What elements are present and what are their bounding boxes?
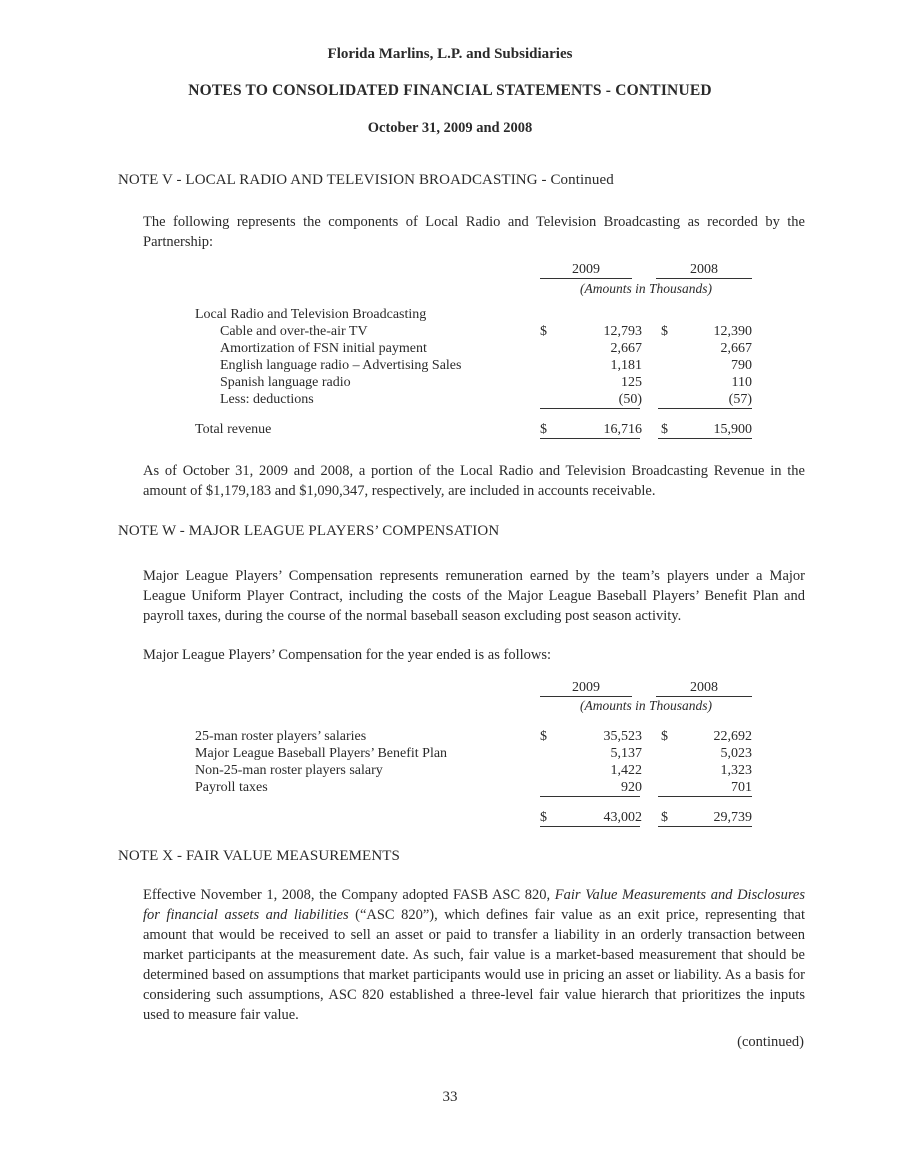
row-label: Cable and over-the-air TV: [220, 324, 368, 339]
note-w-description: Major League Players’ Compensation represents remuneration earned by the team’s players under a Major League Uniform Player Contract, including the costs of the Major League Baseball Players’ Benefit Plan and payroll taxes, during the course of the normal baseball season excluding post season activity.: [143, 568, 805, 624]
note-w-title: NOTE W - MAJOR LEAGUE PLAYERS’ COMPENSATION: [118, 523, 500, 539]
note-v-amounts-label: (Amounts in Thousands): [579, 281, 712, 296]
subtotal-rule: [658, 408, 752, 409]
dollar-sign: $: [661, 324, 668, 339]
value-2008: 1,323: [720, 763, 752, 778]
total-row: [0, 809, 900, 826]
subtotal-rule: [658, 796, 752, 797]
total-row: [0, 421, 900, 438]
table-row: [0, 762, 900, 779]
dollar-sign: $: [540, 324, 547, 339]
row-label: Non-25-man roster players salary: [195, 763, 383, 778]
value-2009: 1,422: [610, 763, 642, 778]
table-row: [0, 728, 900, 745]
note-x-standard-title: Fair Value Measurements and Disclosures for financial assets and liabilities: [143, 887, 805, 923]
dollar-sign: $: [661, 729, 668, 744]
value-2009: 2,667: [610, 341, 642, 356]
note-v-section-row: [0, 306, 900, 323]
row-label: 25-man roster players’ salaries: [195, 729, 367, 744]
dollar-sign: $: [540, 810, 547, 825]
value-2008: 22,692: [713, 729, 752, 744]
value-2008: 701: [731, 780, 752, 795]
dollar-sign: $: [661, 810, 668, 825]
row-label: Major League Baseball Players’ Benefit Plan: [195, 746, 448, 761]
note-w-col-2009: 2009: [540, 680, 632, 697]
note-x-paragraph: [143, 885, 805, 1025]
table-row: [0, 745, 900, 762]
note-w-col-2008: 2008: [656, 680, 752, 697]
table-row: [0, 340, 900, 357]
value-2009: (50): [618, 392, 642, 407]
total-2009: 16,716: [603, 422, 642, 437]
note-w-intro: Major League Players’ Compensation for the year ended is as follows:: [143, 647, 552, 663]
table-row: [0, 357, 900, 374]
value-2009: 1,181: [610, 358, 642, 373]
row-label: Less: deductions: [220, 392, 314, 407]
table-row: [0, 779, 900, 796]
table-row: [0, 391, 900, 408]
company-name: Florida Marlins, L.P. and Subsidiaries: [327, 46, 573, 62]
value-2008: 12,390: [713, 324, 752, 339]
continued-label: (continued): [737, 1034, 804, 1050]
note-v-intro: The following represents the components of Local Radio and Television Broadcasting as recorded by the Partnership:: [143, 214, 805, 250]
value-2009: 125: [621, 375, 642, 390]
table-row: [0, 323, 900, 340]
total-2008: 29,739: [713, 810, 752, 825]
value-2009: 920: [621, 780, 642, 795]
statement-date: October 31, 2009 and 2008: [367, 120, 533, 136]
total-2008: 15,900: [713, 422, 752, 437]
value-2008: 790: [731, 358, 752, 373]
note-w-amounts-label: (Amounts in Thousands): [579, 698, 712, 713]
total-rule: [540, 438, 640, 439]
note-x-title: NOTE X - FAIR VALUE MEASUREMENTS: [118, 848, 400, 864]
value-2008: (57): [728, 392, 752, 407]
dollar-sign: $: [661, 422, 668, 437]
total-label: Total revenue: [195, 422, 272, 437]
row-label: Spanish language radio: [220, 375, 351, 390]
row-label: Payroll taxes: [195, 780, 268, 795]
note-v-col-2009: 2009: [540, 262, 632, 279]
value-2009: 5,137: [610, 746, 642, 761]
note-v-col-2008: 2008: [656, 262, 752, 279]
dollar-sign: $: [540, 729, 547, 744]
value-2009: 12,793: [603, 324, 642, 339]
dollar-sign: $: [540, 422, 547, 437]
note-x-text-post: (“ASC 820”), which defines fair value as an exit price, representing that amount that would be received to sell an asset or paid to transfer a liability in an orderly transaction between market participants at the measurement date. As such, fair value is a market-based measurement that should be determined based on assumptions that market participants would use in pricing an asset or liability. As a basis for considering such assumptions, ASC 820 established a three-level fair value hierarch that prioritizes the inputs used to measure fair value.: [143, 907, 805, 1023]
note-v-section-label: Local Radio and Television Broadcasting: [195, 307, 427, 322]
total-2009: 43,002: [603, 810, 642, 825]
note-x-text-pre: Effective November 1, 2008, the Company adopted FASB ASC 820,: [143, 887, 555, 903]
note-v-title: NOTE V - LOCAL RADIO AND TELEVISION BROADCASTING - Continued: [118, 172, 614, 188]
value-2008: 110: [731, 375, 752, 390]
value-2008: 5,023: [720, 746, 752, 761]
total-rule: [540, 826, 640, 827]
page-number: 33: [442, 1089, 458, 1105]
note-v-receivable-text: As of October 31, 2009 and 2008, a portion of the Local Radio and Television Broadcasting Revenue in the amount of $1,179,183 and $1,090,347, respectively, are included in accounts receivable.: [143, 463, 805, 499]
total-rule: [658, 826, 752, 827]
row-label: English language radio – Advertising Sales: [220, 358, 462, 373]
value-2008: 2,667: [720, 341, 752, 356]
subtotal-rule: [540, 408, 640, 409]
document-title: NOTES TO CONSOLIDATED FINANCIAL STATEMENTS - CONTINUED: [188, 82, 712, 99]
subtotal-rule: [540, 796, 640, 797]
total-rule: [658, 438, 752, 439]
table-row: [0, 374, 900, 391]
value-2009: 35,523: [603, 729, 642, 744]
row-label: Amortization of FSN initial payment: [220, 341, 427, 356]
